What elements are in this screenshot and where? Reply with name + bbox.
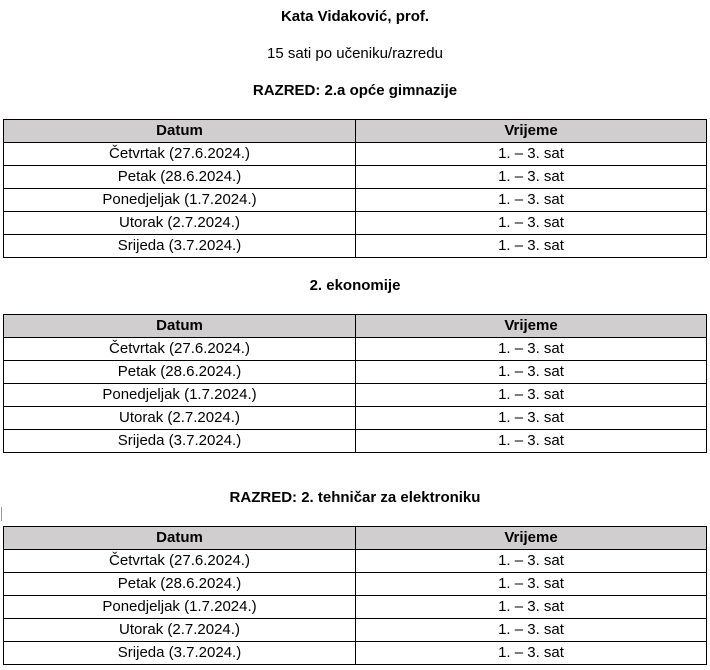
table-row [4,642,707,665]
table-row [4,166,707,189]
date-cell: Utorak (2.7.2024.) [4,212,356,235]
table-row [4,143,707,166]
table-header-row [4,527,707,550]
schedule-table [3,119,707,258]
hours-note: 15 sati po učeniku/razredu [267,45,443,62]
time-cell: 1. – 3. sat [356,212,707,235]
teacher-name: Kata Vidaković, prof. [280,8,430,25]
column-header-date: Datum [4,527,356,550]
table-header-row [4,315,707,338]
date-cell: Srijeda (3.7.2024.) [4,235,356,258]
section-heading: RAZRED: 2.a opće gimnazije [252,82,458,99]
table-row [4,235,707,258]
time-cell: 1. – 3. sat [356,166,707,189]
table-row [4,189,707,212]
time-cell: 1. – 3. sat [356,407,707,430]
column-header-date: Datum [4,315,356,338]
date-cell: Ponedjeljak (1.7.2024.) [4,384,356,407]
schedule-table [3,314,707,453]
date-cell: Utorak (2.7.2024.) [4,619,356,642]
column-header-time: Vrijeme [356,120,707,143]
column-header-date: Datum [4,120,356,143]
time-cell: 1. – 3. sat [356,235,707,258]
time-cell: 1. – 3. sat [356,143,707,166]
time-cell: 1. – 3. sat [356,619,707,642]
date-cell: Utorak (2.7.2024.) [4,407,356,430]
table-row [4,338,707,361]
table-row [4,550,707,573]
date-cell: Ponedjeljak (1.7.2024.) [4,596,356,619]
section-heading: RAZRED: 2. tehničar za elektroniku [229,489,481,506]
time-cell: 1. – 3. sat [356,642,707,665]
table-row [4,430,707,453]
table-row [4,384,707,407]
table-row [4,212,707,235]
time-cell: 1. – 3. sat [356,430,707,453]
date-cell: Srijeda (3.7.2024.) [4,642,356,665]
column-header-time: Vrijeme [356,315,707,338]
time-cell: 1. – 3. sat [356,550,707,573]
table-row [4,573,707,596]
time-cell: 1. – 3. sat [356,189,707,212]
table-row [4,407,707,430]
date-cell: Petak (28.6.2024.) [4,573,356,596]
table-row [4,361,707,384]
table-row [4,596,707,619]
time-cell: 1. – 3. sat [356,384,707,407]
cell-edge-marker [1,507,2,521]
date-cell: Srijeda (3.7.2024.) [4,430,356,453]
time-cell: 1. – 3. sat [356,338,707,361]
date-cell: Četvrtak (27.6.2024.) [4,338,356,361]
schedule-table [3,526,707,665]
date-cell: Četvrtak (27.6.2024.) [4,143,356,166]
date-cell: Četvrtak (27.6.2024.) [4,550,356,573]
time-cell: 1. – 3. sat [356,361,707,384]
section-heading: 2. ekonomije [309,277,401,294]
time-cell: 1. – 3. sat [356,596,707,619]
date-cell: Petak (28.6.2024.) [4,166,356,189]
column-header-time: Vrijeme [356,527,707,550]
table-row [4,619,707,642]
date-cell: Petak (28.6.2024.) [4,361,356,384]
date-cell: Ponedjeljak (1.7.2024.) [4,189,356,212]
time-cell: 1. – 3. sat [356,573,707,596]
table-header-row [4,120,707,143]
